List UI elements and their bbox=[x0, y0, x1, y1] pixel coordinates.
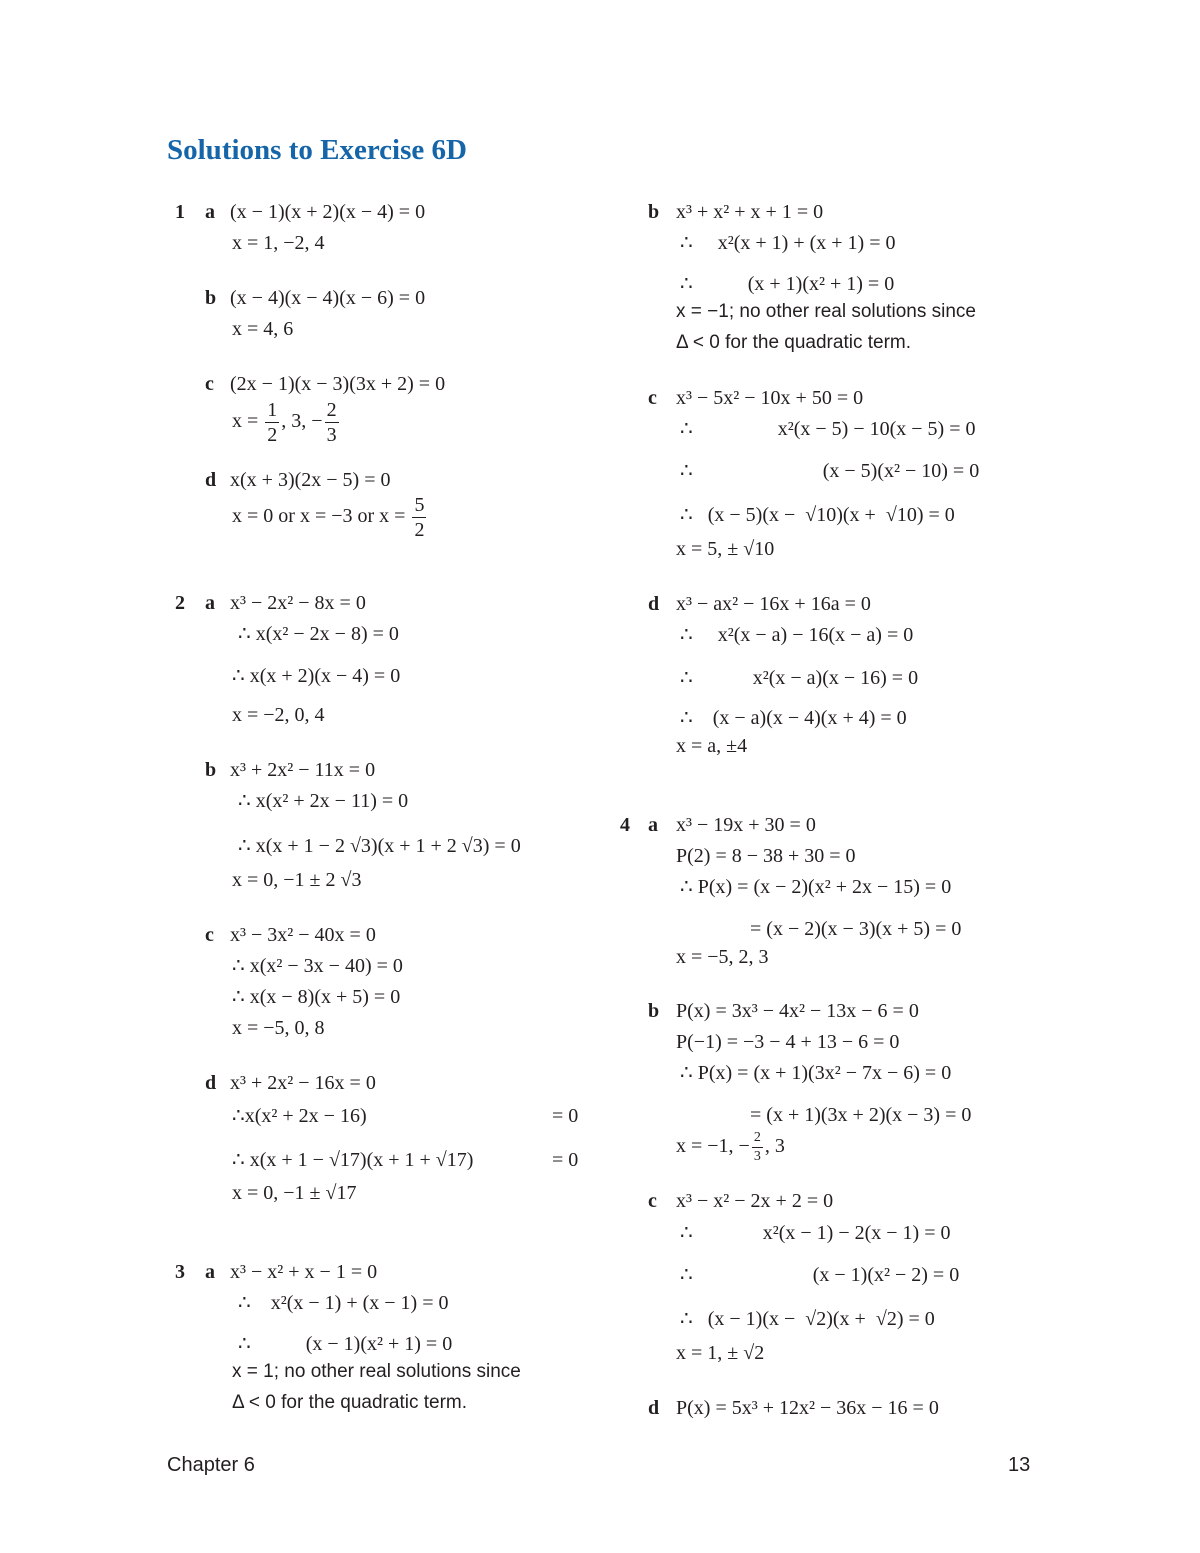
equation-line: ∴ x²(x + 1) + (x + 1) = 0 bbox=[680, 232, 896, 254]
equation-line: x³ + 2x² − 11x = 0 bbox=[230, 759, 376, 781]
text-line: Δ < 0 for the quadratic term. bbox=[676, 332, 912, 353]
page-number: 13 bbox=[1008, 1454, 1031, 1476]
equation-line: ∴ (x − 1)(x − √2)(x + √2) = 0 bbox=[680, 1308, 935, 1330]
denominator: 3 bbox=[326, 423, 337, 446]
equation-line: x = 4, 6 bbox=[232, 318, 294, 340]
equation-line: = (x + 1)(3x + 2)(x − 3) = 0 bbox=[750, 1104, 972, 1126]
part-label: a bbox=[205, 201, 215, 223]
equation-line: x³ − x² + x − 1 = 0 bbox=[230, 1261, 378, 1283]
part-label: a bbox=[648, 814, 658, 836]
part-label: c bbox=[205, 373, 214, 395]
equation-line: ∴ x(x² − 3x − 40) = 0 bbox=[232, 955, 403, 977]
equation-line: ∴ (x − 1)(x² − 2) = 0 bbox=[680, 1264, 960, 1286]
numerator: 1 bbox=[267, 398, 278, 421]
equation-line: x(x + 3)(2x − 5) = 0 bbox=[230, 469, 391, 491]
part-label: b bbox=[205, 759, 217, 781]
question-number: 3 bbox=[175, 1261, 185, 1283]
fraction bbox=[265, 400, 279, 445]
text-line: Δ < 0 for the quadratic term. bbox=[232, 1392, 468, 1413]
equation-line: ∴ x²(x − a) − 16(x − a) = 0 bbox=[680, 624, 914, 646]
equation-line: ∴ x(x + 2)(x − 4) = 0 bbox=[232, 665, 401, 687]
text-line: x = −1; no other real solutions since bbox=[676, 301, 976, 322]
page-title: Solutions to Exercise 6D bbox=[167, 134, 467, 166]
equation-line bbox=[676, 1128, 785, 1164]
equation-line: ∴ P(x) = (x + 1)(3x² − 7x − 6) = 0 bbox=[680, 1062, 952, 1084]
equation-line: x³ − ax² − 16x + 16a = 0 bbox=[676, 593, 871, 615]
equation-line: = 0 bbox=[552, 1149, 579, 1171]
equation-line bbox=[232, 396, 341, 446]
equation-line: x³ − 19x + 30 = 0 bbox=[676, 814, 816, 836]
numerator: 2 bbox=[752, 1131, 763, 1148]
fraction bbox=[752, 1131, 763, 1164]
equation-line: (x − 4)(x − 4)(x − 6) = 0 bbox=[230, 287, 426, 309]
equation-line: x = 5, ± √10 bbox=[676, 538, 775, 560]
part-label: c bbox=[648, 1190, 657, 1212]
equation-line: x³ + 2x² − 16x = 0 bbox=[230, 1072, 376, 1094]
equation-line: ∴ x²(x − 1) − 2(x − 1) = 0 bbox=[680, 1222, 951, 1244]
part-label: c bbox=[648, 387, 657, 409]
part-label: b bbox=[648, 1000, 660, 1022]
denominator: 2 bbox=[414, 518, 425, 541]
part-label: d bbox=[648, 593, 660, 615]
equation-line: = 0 bbox=[552, 1105, 579, 1127]
equation-line: x³ − 5x² − 10x + 50 = 0 bbox=[676, 387, 864, 409]
equation-line: x = 1, −2, 4 bbox=[232, 232, 325, 254]
equation-line: x = −5, 2, 3 bbox=[676, 946, 769, 968]
equation-line: P(−1) = −3 − 4 + 13 − 6 = 0 bbox=[676, 1031, 900, 1053]
equation-line: x = 1, ± √2 bbox=[676, 1342, 765, 1364]
part-label: c bbox=[205, 924, 214, 946]
equation-line: ∴ x(x² + 2x − 11) = 0 bbox=[238, 790, 409, 812]
equation-line: ∴ x²(x − a)(x − 16) = 0 bbox=[680, 667, 919, 689]
equation-line: ∴ x(x − 8)(x + 5) = 0 bbox=[232, 986, 401, 1008]
equation-text: x = bbox=[232, 410, 259, 432]
part-label: b bbox=[648, 201, 660, 223]
equation-line: x = −2, 0, 4 bbox=[232, 704, 325, 726]
equation-line: x = 0, −1 ± 2 √3 bbox=[232, 869, 362, 891]
equation-line: ∴ x²(x − 1) + (x − 1) = 0 bbox=[238, 1292, 449, 1314]
equation-line bbox=[232, 491, 428, 541]
equation-line: x³ − 2x² − 8x = 0 bbox=[230, 592, 366, 614]
text-line: x = 1; no other real solutions since bbox=[232, 1361, 521, 1382]
equation-line: P(2) = 8 − 38 + 30 = 0 bbox=[676, 845, 856, 867]
equation-line: x³ − x² − 2x + 2 = 0 bbox=[676, 1190, 834, 1212]
equation-line: (x − 1)(x + 2)(x − 4) = 0 bbox=[230, 201, 426, 223]
question-number: 4 bbox=[620, 814, 630, 836]
equation-line: x = a, ±4 bbox=[676, 735, 748, 757]
equation-line: P(x) = 3x³ − 4x² − 13x − 6 = 0 bbox=[676, 1000, 919, 1022]
equation-line: x³ + x² + x + 1 = 0 bbox=[676, 201, 824, 223]
question-number: 2 bbox=[175, 592, 185, 614]
denominator: 2 bbox=[267, 423, 278, 446]
denominator: 3 bbox=[753, 1148, 761, 1164]
equation-line: ∴ P(x) = (x − 2)(x² + 2x − 15) = 0 bbox=[680, 876, 952, 898]
part-label: a bbox=[205, 592, 215, 614]
equation-line: (2x − 1)(x − 3)(3x + 2) = 0 bbox=[230, 373, 446, 395]
equation-line: ∴ (x − a)(x − 4)(x + 4) = 0 bbox=[680, 707, 907, 729]
equation-line: x = −5, 0, 8 bbox=[232, 1017, 325, 1039]
part-label: a bbox=[205, 1261, 215, 1283]
equation-line: = (x − 2)(x − 3)(x + 5) = 0 bbox=[750, 918, 962, 940]
equation-text: , 3, − bbox=[281, 410, 323, 432]
equation-line: ∴x(x² + 2x − 16) bbox=[232, 1105, 367, 1127]
equation-line: ∴ (x − 5)(x − √10)(x + √10) = 0 bbox=[680, 504, 955, 526]
equation-line: ∴ x(x + 1 − √17)(x + 1 + √17) bbox=[232, 1149, 474, 1171]
equation-line: ∴ x²(x − 5) − 10(x − 5) = 0 bbox=[680, 418, 976, 440]
part-label: d bbox=[205, 1072, 217, 1094]
fraction bbox=[325, 400, 339, 445]
numerator: 2 bbox=[326, 398, 337, 421]
question-number: 1 bbox=[175, 201, 185, 223]
equation-line: ∴ (x − 1)(x² + 1) = 0 bbox=[238, 1333, 453, 1355]
fraction bbox=[412, 495, 426, 540]
equation-line: ∴ (x − 5)(x² − 10) = 0 bbox=[680, 460, 980, 482]
equation-line: x³ − 3x² − 40x = 0 bbox=[230, 924, 376, 946]
chapter-label: Chapter 6 bbox=[167, 1454, 255, 1476]
numerator: 5 bbox=[414, 493, 425, 516]
equation-text: x = −1, − bbox=[676, 1135, 750, 1157]
equation-line: ∴ x(x² − 2x − 8) = 0 bbox=[238, 623, 399, 645]
equation-line: ∴ (x + 1)(x² + 1) = 0 bbox=[680, 273, 895, 295]
equation-text: x = 0 or x = −3 or x = bbox=[232, 505, 406, 527]
part-label: d bbox=[205, 469, 217, 491]
equation-line: ∴ x(x + 1 − 2 √3)(x + 1 + 2 √3) = 0 bbox=[238, 835, 521, 857]
equation-text: , 3 bbox=[764, 1135, 785, 1157]
equation-line: P(x) = 5x³ + 12x² − 36x − 16 = 0 bbox=[676, 1397, 939, 1419]
equation-line: x = 0, −1 ± √17 bbox=[232, 1182, 357, 1204]
part-label: d bbox=[648, 1397, 660, 1419]
part-label: b bbox=[205, 287, 217, 309]
